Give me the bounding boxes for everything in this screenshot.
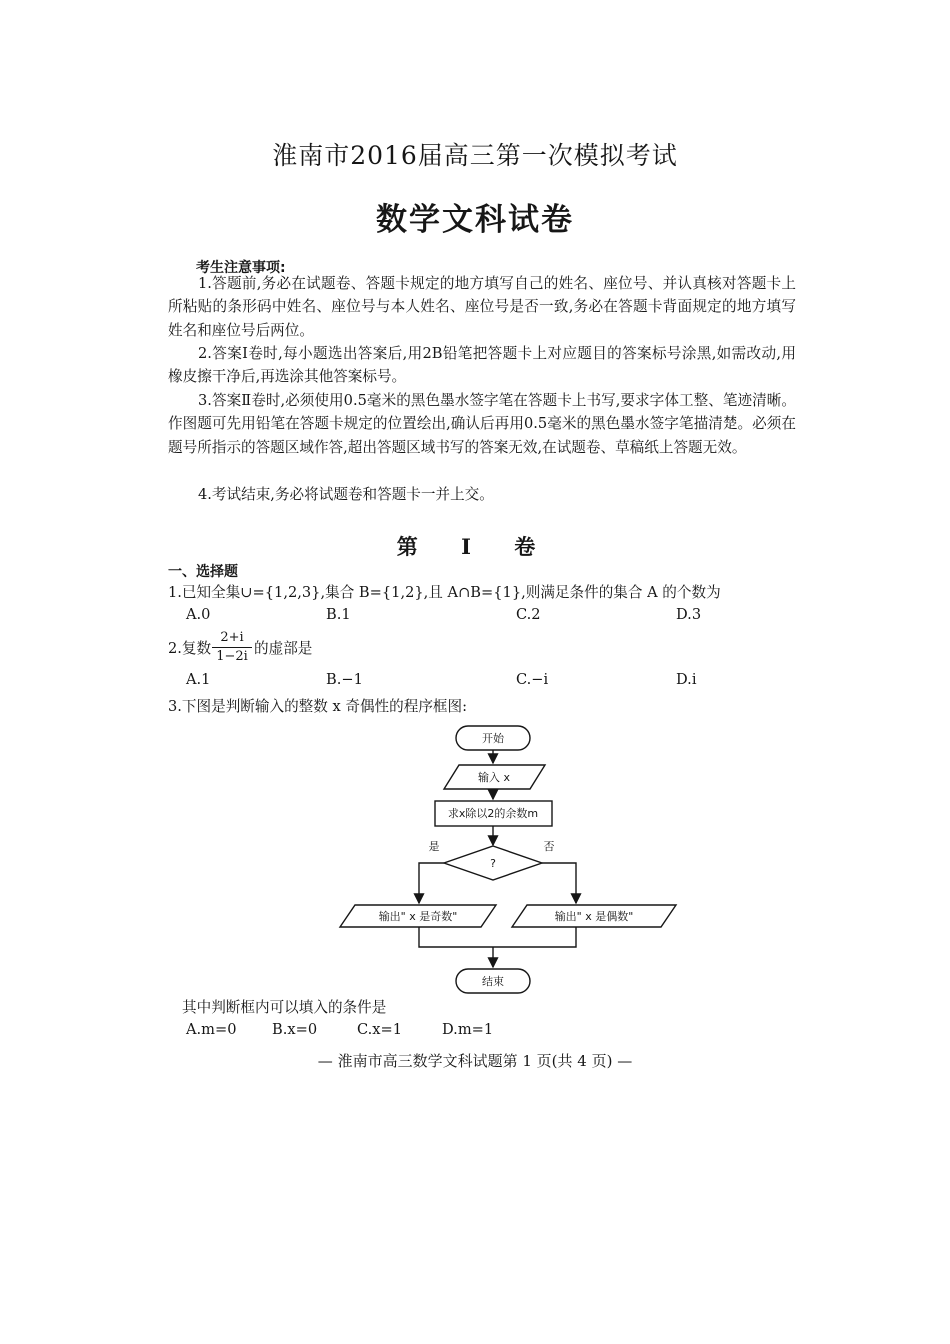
question-2-prefix: 2.复数 (168, 640, 212, 657)
question-2-suffix: 的虚部是 (254, 640, 313, 657)
notice-item-2: 2.答案Ⅰ卷时,每小题选出答案后,用2B铅笔把答题卡上对应题目的答案标号涂黑,如需改动,用橡皮擦干净后,再选涂其他答案标号。 (168, 345, 796, 386)
question-3-stem: 3.下图是判断输入的整数 x 奇偶性的程序框图: (168, 698, 468, 715)
question-3-prompt: 其中判断框内可以填入的条件是 (182, 999, 387, 1016)
q3-option-b: B.x=0 (272, 1021, 318, 1038)
yes-label: 是 (428, 840, 440, 853)
q2-option-a: A.1 (186, 671, 211, 688)
exam-title: 淮南市2016届高三第一次模拟考试 (272, 141, 678, 170)
end-label: 结束 (482, 975, 504, 988)
q1-option-b: B.1 (326, 606, 351, 623)
no-label: 否 (543, 840, 555, 853)
section-title: 一、选择题 (168, 564, 238, 580)
arrow-no-branch (542, 863, 576, 903)
q3-option-a: A.m=0 (186, 1021, 237, 1038)
notice-item-3: 3.答案Ⅱ卷时,必须使用0.5毫米的黑色墨水签字笔在答题卡上书写,要求字体工整、笔迹清晰。作图题可先用铅笔在答题卡规定的位置绘出,确认后再用0.5毫米的黑色墨水签字笔描清楚。必须在题号所指示的答题区域作答,超出答题区域书写的答案无效,在试题卷、草稿纸上答题无效。 (168, 392, 796, 456)
output-even-label: 输出" x 是偶数" (554, 910, 634, 923)
decision-label: ? (490, 857, 496, 870)
q3-option-c: C.x=1 (357, 1021, 403, 1038)
q2-option-b: B.−1 (326, 671, 363, 688)
q1-option-c: C.2 (516, 606, 541, 623)
q2-option-c: C.−i (516, 671, 549, 688)
input-label: 输入 x (477, 771, 511, 784)
q2-denominator: 1−2i (216, 649, 248, 664)
arrow-yes-branch (419, 863, 444, 903)
merge-line (419, 927, 576, 947)
page-footer: — 淮南市高三数学文科试题第 1 页(共 4 页) — (317, 1052, 633, 1070)
notice-item-1: 1.答题前,务必在试题卷、答题卡规定的地方填写自己的姓名、座位号、并认真核对答题卡上所粘贴的条形码中姓名、座位号与本人姓名、座位号是否一致,务必在答题卡背面规定的地方填写姓名和座位号后两位。 (168, 275, 796, 339)
notice-item-4: 4.考试结束,务必将试题卷和答题卡一并上交。 (198, 486, 494, 503)
exam-subtitle: 数学文科试卷 (376, 202, 574, 238)
start-label: 开始 (482, 732, 504, 745)
notice-heading: 考生注意事项: (196, 260, 286, 276)
output-odd-label: 输出" x 是奇数" (378, 910, 458, 923)
q3-option-d: D.m=1 (442, 1021, 494, 1038)
q2-option-d: D.i (676, 671, 697, 688)
question-1-stem: 1.已知全集∪={1,2,3},集合 B={1,2},且 A∩B={1},则满足条件的集合 A 的个数为 (168, 584, 721, 601)
q1-option-d: D.3 (676, 606, 702, 623)
q1-option-a: A.0 (186, 606, 211, 623)
q2-numerator: 2+i (220, 630, 244, 645)
volume-title: 第 Ⅰ 卷 (396, 534, 554, 559)
process-label: 求x除以2的余数m (447, 807, 539, 820)
